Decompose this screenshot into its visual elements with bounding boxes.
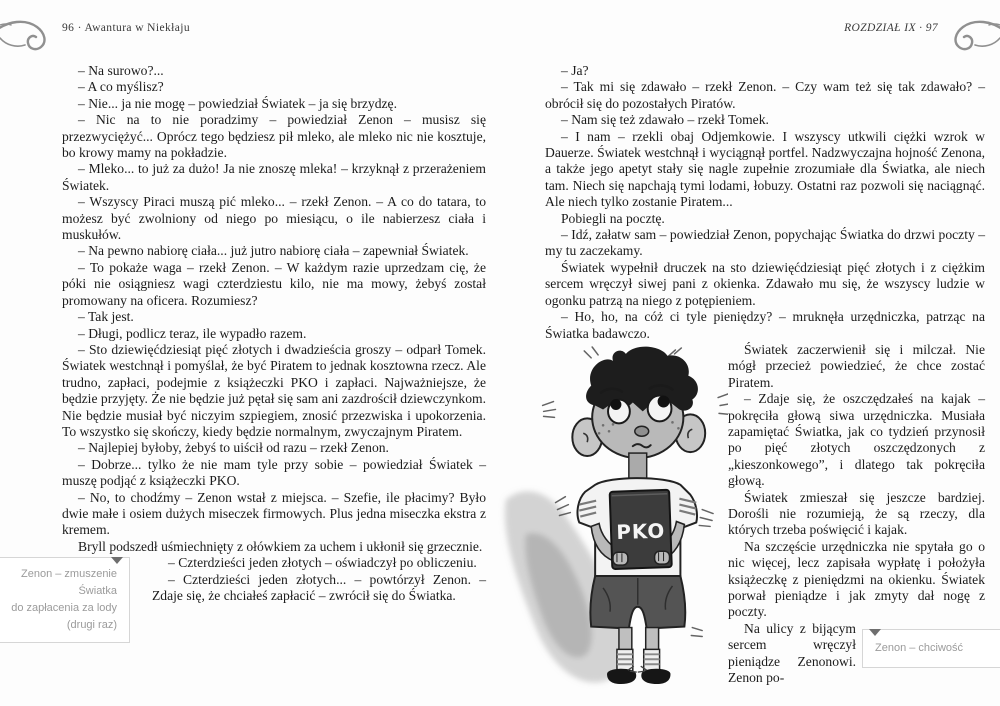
paragraph: Światek zaczerwienił się i milczał. Nie mógł przecież powiedzieć, że chce zostać Piratem. bbox=[728, 341, 985, 390]
paragraph: – Idź, załatw sam – powiedział Zenon, popychając Światka do drzwi poczty – my tu zaczekamy. bbox=[545, 227, 985, 259]
paragraph: Bryll podszedł uśmiechnięty z ołówkiem za uchem i ukłonił się grzecznie. bbox=[78, 538, 483, 554]
paragraph: – Czterdzieści jeden złotych – oświadczył po obliczeniu. bbox=[168, 555, 477, 571]
margin-note-left bbox=[0, 557, 130, 643]
book-label: PKO bbox=[616, 519, 666, 545]
paragraph: Pobiegli na pocztę. bbox=[561, 210, 665, 226]
paragraph: – Sto dziewięćdziesiąt pięć złotych i dwadzieścia groszy – odparł Tomek. Światek westchnął i pomyślał, że być Piratem to jednak kosztowna rzecz. Ale trudno, zapłaci, podejmie z książeczki PKO i zapłaci. Najważniejsze, że będzie przyjęty. Że nie będzie już pętał się sam ani zazdrościł dziewczynkom. Nie będzie musiał być niczyim szpiegiem, znosić przezwiska i upokorzenia. To wszystko się skończy, kiedy będzie normalnym, zwyczajnym Piratem. bbox=[62, 341, 486, 439]
paragraph: – Czterdzieści jeden złotych... – powtórzył Zenon. – Zdaje się, że chciałeś zapłacić – zwrócił się do Światka. bbox=[152, 571, 486, 603]
note-pointer-down-icon bbox=[111, 557, 123, 564]
paragraph: – Tak mi się zdawało – rzekł Zenon. – Czy wam też się tak zdawało? – obrócił się do pozostałych Piratów. bbox=[545, 79, 985, 111]
paragraph: – Nie... ja nie mogę – powiedział Światek – ja się brzydzę. bbox=[78, 95, 397, 111]
paragraph: – Mleko... to już za dużo! Ja nie znoszę mleka! – krzyknął z przerażeniem Światek. bbox=[62, 161, 486, 193]
paragraph: – Wszyscy Piraci muszą pić mleko... – rzekł Zenon. – A co do tatara, to możesz być zwolniony od niego po miesiącu, o ile nabierzesz ciała i muskułów. bbox=[62, 194, 486, 243]
flourish-ornament-right-icon bbox=[944, 14, 1000, 56]
note-line: (drugi raz) bbox=[66, 619, 117, 632]
left-wrap-zone bbox=[11, 555, 486, 632]
paragraph: – A co myślisz? bbox=[78, 79, 164, 95]
striped-socks bbox=[617, 649, 660, 671]
paragraph: – Nam się też zdawało – rzekł Tomek. bbox=[561, 112, 769, 128]
paragraph: – No, to chodźmy – Zenon wstał z miejsca. – Szefie, ile płacimy? Było dwie małe i osiem dużych miseczek firmowych. Plus jedna miseczka ekstra z kremem. bbox=[62, 489, 486, 538]
margin-note-right bbox=[862, 629, 1000, 668]
page-right bbox=[545, 63, 985, 697]
paragraph: – Tak jest. bbox=[78, 309, 134, 325]
paragraph: – Długi, podlicz teraz, ile wypadło razem. bbox=[78, 325, 307, 341]
paragraph: Na ulicy z bijącym sercem wręczył pieniądze Zenonowi. Zenon po- bbox=[728, 620, 856, 686]
paragraph: – To pokaże waga – rzekł Zenon. – W każdym razie uprzedzam cię, że póki nie osiągniesz wagi czterdziestu kilo, nie ma mowy, żebyś został promowany na oficera. Rozumiesz? bbox=[62, 259, 486, 308]
paragraph: – Zdaje się, że oszczędzałeś na kajak – pokręciła głową siwa urzędniczka. Musiała zapamiętać Światka, jak co tydzień przynosił po pięć złotych oszczędzonych z „kieszonkowego”, i dlatego tak pokręciła głową. bbox=[728, 391, 985, 489]
running-header-left: 96 · Awantura w Niekłaju bbox=[62, 22, 190, 34]
left-body-text bbox=[62, 63, 486, 555]
flourish-ornament-left-icon bbox=[0, 14, 56, 56]
note-pointer-down-icon bbox=[869, 629, 881, 636]
note-line: Zenon – zmuszenie Światka bbox=[21, 568, 117, 598]
paragraph: – I nam – rzekli obaj Odjemkowie. I wszyscy utkwili ciężki wzrok w Dauerze. Światek westchnął i wyciągnął portfel. Nadzwyczajna hojność Zenona, a także jego apetyt stały się nagle zupełnie zrozumiałe dla Światka, ale niech tam. Niech się napchają tymi lodami, łobuzy. Ostatni raz pozwoli się naciągnąć. Ale niech tylko zostanie Piratem... bbox=[545, 128, 985, 210]
right-body-text bbox=[545, 63, 985, 342]
paragraph: – Nic na to nie poradzimy – powiedział Zenon – musisz się przezwyciężyć... Oprócz tego będziesz pił mleko, ale mleko nic nie kosztuje, bo krowy mamy na pokładzie. bbox=[62, 112, 486, 161]
paragraph: – Najlepiej byłoby, żebyś to uiścił od razu – rzekł Zenon. bbox=[78, 440, 389, 456]
running-header-right: ROZDZIAŁ IX · 97 bbox=[844, 22, 938, 34]
paragraph: Światek zmieszał się jeszcze bardziej. Dorośli nie rozumieją, że są rzeczy, dla których trzeba poświęcić i kajak. bbox=[728, 489, 985, 538]
right-wrap-zone bbox=[545, 342, 985, 687]
paragraph: – Dobrze... tylko że nie mam tyle przy sobie – powiedział Światek – muszę podjąć z książeczki PKO. bbox=[62, 456, 486, 489]
paragraph: – Na surowo?... bbox=[78, 63, 164, 78]
paragraph: – Ho, ho, na cóż ci tyle pieniędzy? – mruknęła urzędniczka, patrząc na Światka badawczo. bbox=[545, 309, 985, 341]
paragraph: – Na pewno nabiorę ciała... już jutro nabiorę ciała – zapewniał Światek. bbox=[78, 243, 469, 259]
illustration-boy-with-pko-book bbox=[495, 346, 728, 691]
margin-note-left-text bbox=[8, 566, 117, 634]
paragraph: – Ja? bbox=[561, 63, 589, 78]
paragraph: Na szczęście urzędniczka nie spytała go o nic więcej, lecz zapisała wypłatę i położyła książeczkę z pieniędzmi na okienku. Światek porwał pieniądze i jak zmyty dał nogę z poczty. bbox=[728, 538, 985, 620]
page-left bbox=[11, 63, 486, 669]
margin-note-right-text: Zenon – chciwość bbox=[875, 641, 964, 654]
note-line: do zapłacenia za lody bbox=[11, 602, 117, 615]
paragraph: Światek wypełnił druczek na sto dziewięćdziesiąt pięć złotych i z ciężkim sercem wręczył siwej pani z okienka. Zdawało mu się, że wszyscy ludzie w ogonku patrzą na niego z potępieniem. bbox=[545, 259, 985, 308]
